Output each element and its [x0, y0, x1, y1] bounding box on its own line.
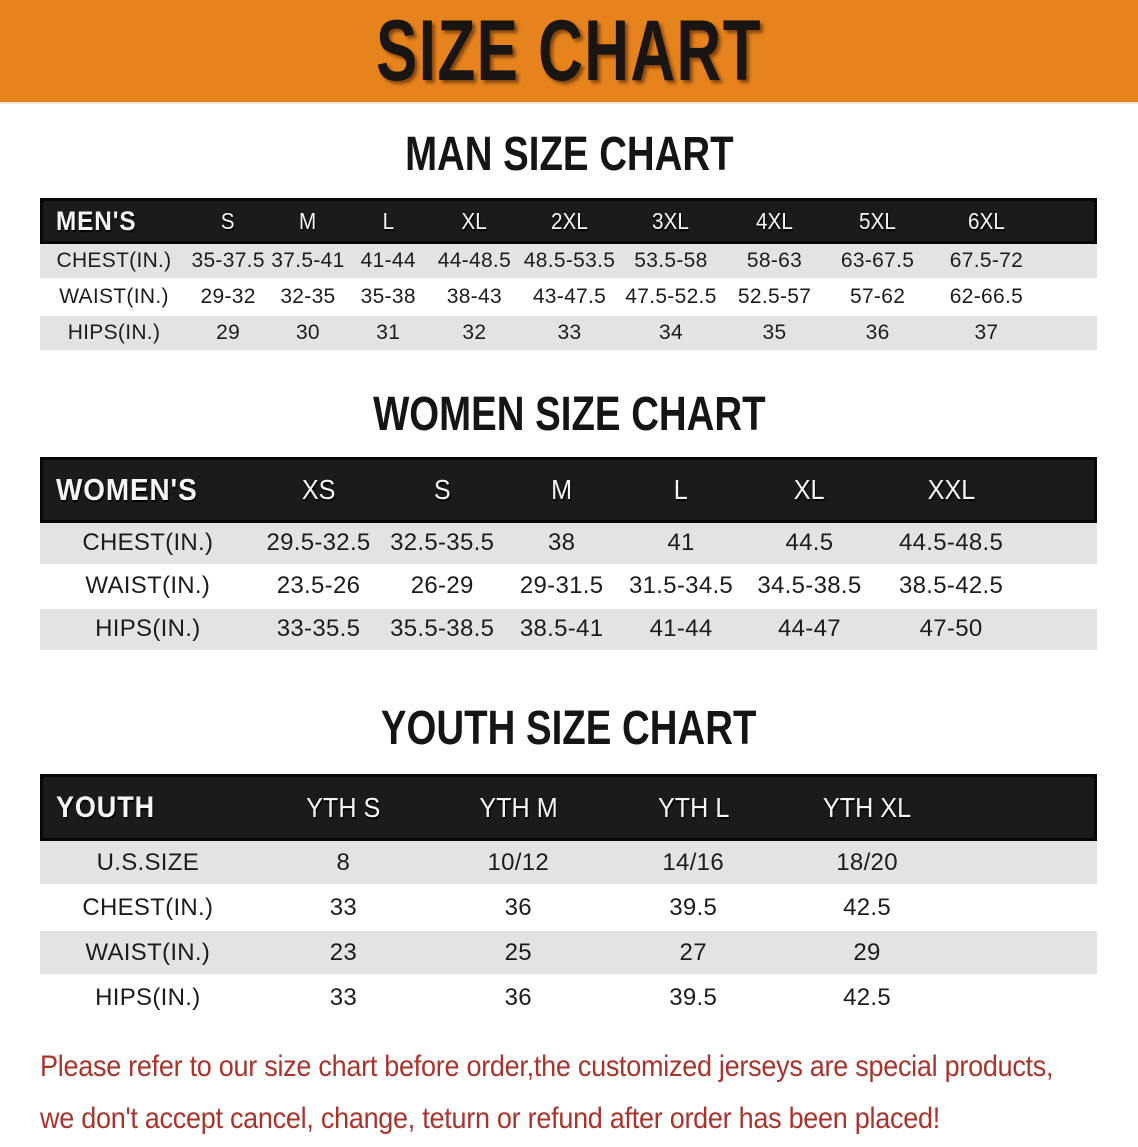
measurement-row [40, 609, 1097, 652]
size-value-cell: 67.5-72 [929, 244, 1044, 280]
size-value-cell: 26-29 [381, 566, 503, 609]
size-value-cell: 44-47 [742, 609, 877, 652]
size-value-cell: 53.5-58 [619, 244, 723, 280]
size-value-cell: 38 [503, 523, 620, 566]
size-value-cell: 52.5-57 [723, 280, 827, 316]
size-value-cell: 43-47.5 [520, 280, 619, 316]
size-column-header: L [348, 198, 429, 244]
mens-size-table [40, 198, 1097, 352]
size-value-cell: 29-31.5 [503, 566, 620, 609]
size-column-header: YTH M [431, 774, 605, 841]
row-filler-cell [953, 931, 1097, 976]
row-filler-cell [1044, 280, 1097, 316]
row-filler-cell [1044, 244, 1097, 280]
size-chart-content [0, 130, 1138, 1021]
size-value-cell: 42.5 [781, 886, 953, 931]
size-value-cell: 58-63 [723, 244, 827, 280]
size-value-cell: 39.5 [605, 976, 780, 1021]
mens-table-wrap [0, 198, 1138, 352]
size-column-header: 5XL [826, 198, 929, 244]
header-filler-cell [1044, 198, 1097, 244]
size-value-cell: 23 [256, 931, 431, 976]
row-filler-cell [1044, 316, 1097, 352]
size-column-header: L [620, 457, 742, 523]
size-column-header: 6XL [929, 198, 1044, 244]
size-column-header: 2XL [520, 198, 619, 244]
size-value-cell: 38-43 [429, 280, 520, 316]
size-value-cell: 33 [256, 886, 431, 931]
womens-size-table [40, 457, 1097, 652]
size-value-cell: 38.5-42.5 [877, 566, 1025, 609]
size-value-cell: 29 [781, 931, 953, 976]
size-column-header: YTH XL [781, 774, 953, 841]
measurement-row-label: HIPS(IN.) [40, 976, 256, 1021]
womens-section [0, 390, 1138, 651]
size-value-cell: 37 [929, 316, 1044, 352]
measurement-row [40, 316, 1097, 352]
measurement-row-label: CHEST(IN.) [40, 523, 256, 566]
size-value-cell: 10/12 [431, 841, 605, 886]
size-value-cell: 23.5-26 [256, 566, 382, 609]
row-filler-cell [953, 886, 1097, 931]
disclaimer-line-1: Please refer to our size chart before order,the customized jerseys are special products, [40, 1050, 1054, 1084]
row-filler-cell [953, 841, 1097, 886]
size-value-cell: 35-37.5 [188, 244, 268, 280]
size-value-cell: 48.5-53.5 [520, 244, 619, 280]
size-column-header: YTH S [256, 774, 431, 841]
size-value-cell: 14/16 [605, 841, 780, 886]
size-column-header: YTH L [605, 774, 780, 841]
disclaimer-text [0, 1043, 1138, 1147]
measurement-row [40, 931, 1097, 976]
womens-section-heading: WOMEN SIZE CHART [372, 388, 766, 442]
table-group-label: MEN'S [40, 198, 188, 244]
size-value-cell: 36 [431, 976, 605, 1021]
size-column-header: S [381, 457, 503, 523]
size-value-cell: 44-48.5 [429, 244, 520, 280]
table-group-label: YOUTH [40, 774, 256, 841]
size-value-cell: 44.5-48.5 [877, 523, 1025, 566]
measurement-row-label: WAIST(IN.) [40, 280, 188, 316]
size-value-cell: 32 [429, 316, 520, 352]
size-value-cell: 39.5 [605, 886, 780, 931]
size-value-cell: 34 [619, 316, 723, 352]
size-value-cell: 42.5 [781, 976, 953, 1021]
size-value-cell: 25 [431, 931, 605, 976]
measurement-row [40, 523, 1097, 566]
header-filler-cell [1025, 457, 1097, 523]
size-column-header: 3XL [619, 198, 723, 244]
measurement-row [40, 280, 1097, 316]
size-value-cell: 33 [256, 976, 431, 1021]
mens-section [0, 130, 1138, 352]
measurement-row [40, 244, 1097, 280]
size-value-cell: 32.5-35.5 [381, 523, 503, 566]
measurement-row [40, 566, 1097, 609]
size-value-cell: 47.5-52.5 [619, 280, 723, 316]
banner-title: SIZE CHART [376, 3, 762, 99]
size-value-cell: 35 [723, 316, 827, 352]
disclaimer-line-2: we don't accept cancel, change, teturn or refund after order has been placed! [40, 1102, 940, 1136]
measurement-row-label: WAIST(IN.) [40, 566, 256, 609]
row-filler-cell [1025, 609, 1097, 652]
row-filler-cell [953, 976, 1097, 1021]
measurement-row-label: HIPS(IN.) [40, 609, 256, 652]
size-value-cell: 36 [826, 316, 929, 352]
size-value-cell: 30 [268, 316, 347, 352]
size-column-header: M [503, 457, 620, 523]
size-value-cell: 36 [431, 886, 605, 931]
youth-section [0, 701, 1138, 1021]
size-value-cell: 33 [520, 316, 619, 352]
size-value-cell: 8 [256, 841, 431, 886]
size-value-cell: 41 [620, 523, 742, 566]
size-value-cell: 35.5-38.5 [381, 609, 503, 652]
youth-size-table [40, 774, 1097, 1021]
youth-section-heading: YOUTH SIZE CHART [381, 701, 757, 755]
measurement-row-label: CHEST(IN.) [40, 244, 188, 280]
measurement-row-label: HIPS(IN.) [40, 316, 188, 352]
measurement-row [40, 886, 1097, 931]
size-value-cell: 31.5-34.5 [620, 566, 742, 609]
size-value-cell: 32-35 [268, 280, 347, 316]
size-column-header: M [268, 198, 347, 244]
size-value-cell: 27 [605, 931, 780, 976]
size-chart-banner [0, 0, 1138, 104]
size-column-header: XL [742, 457, 877, 523]
size-column-header: XL [429, 198, 520, 244]
size-value-cell: 35-38 [348, 280, 429, 316]
size-value-cell: 63-67.5 [826, 244, 929, 280]
size-value-cell: 47-50 [877, 609, 1025, 652]
size-value-cell: 33-35.5 [256, 609, 382, 652]
mens-section-heading: MAN SIZE CHART [404, 128, 734, 181]
size-value-cell: 38.5-41 [503, 609, 620, 652]
size-column-header: S [188, 198, 268, 244]
size-value-cell: 31 [348, 316, 429, 352]
size-header-row [40, 198, 1097, 244]
row-filler-cell [1025, 566, 1097, 609]
header-filler-cell [953, 774, 1097, 841]
size-value-cell: 41-44 [620, 609, 742, 652]
youth-table-wrap [0, 774, 1138, 1021]
size-value-cell: 29 [188, 316, 268, 352]
measurement-row-label: CHEST(IN.) [40, 886, 256, 931]
size-value-cell: 29.5-32.5 [256, 523, 382, 566]
table-group-label: WOMEN'S [40, 457, 256, 523]
measurement-row [40, 841, 1097, 886]
size-header-row [40, 774, 1097, 841]
size-value-cell: 29-32 [188, 280, 268, 316]
size-value-cell: 62-66.5 [929, 280, 1044, 316]
measurement-row-label: WAIST(IN.) [40, 931, 256, 976]
size-header-row [40, 457, 1097, 523]
size-value-cell: 18/20 [781, 841, 953, 886]
size-column-header: 4XL [723, 198, 827, 244]
size-column-header: XXL [877, 457, 1025, 523]
size-value-cell: 41-44 [348, 244, 429, 280]
measurement-row [40, 976, 1097, 1021]
measurement-row-label: U.S.SIZE [40, 841, 256, 886]
size-value-cell: 34.5-38.5 [742, 566, 877, 609]
size-value-cell: 44.5 [742, 523, 877, 566]
womens-table-wrap [0, 457, 1138, 652]
size-column-header: XS [256, 457, 382, 523]
size-value-cell: 57-62 [826, 280, 929, 316]
size-value-cell: 37.5-41 [268, 244, 347, 280]
row-filler-cell [1025, 523, 1097, 566]
